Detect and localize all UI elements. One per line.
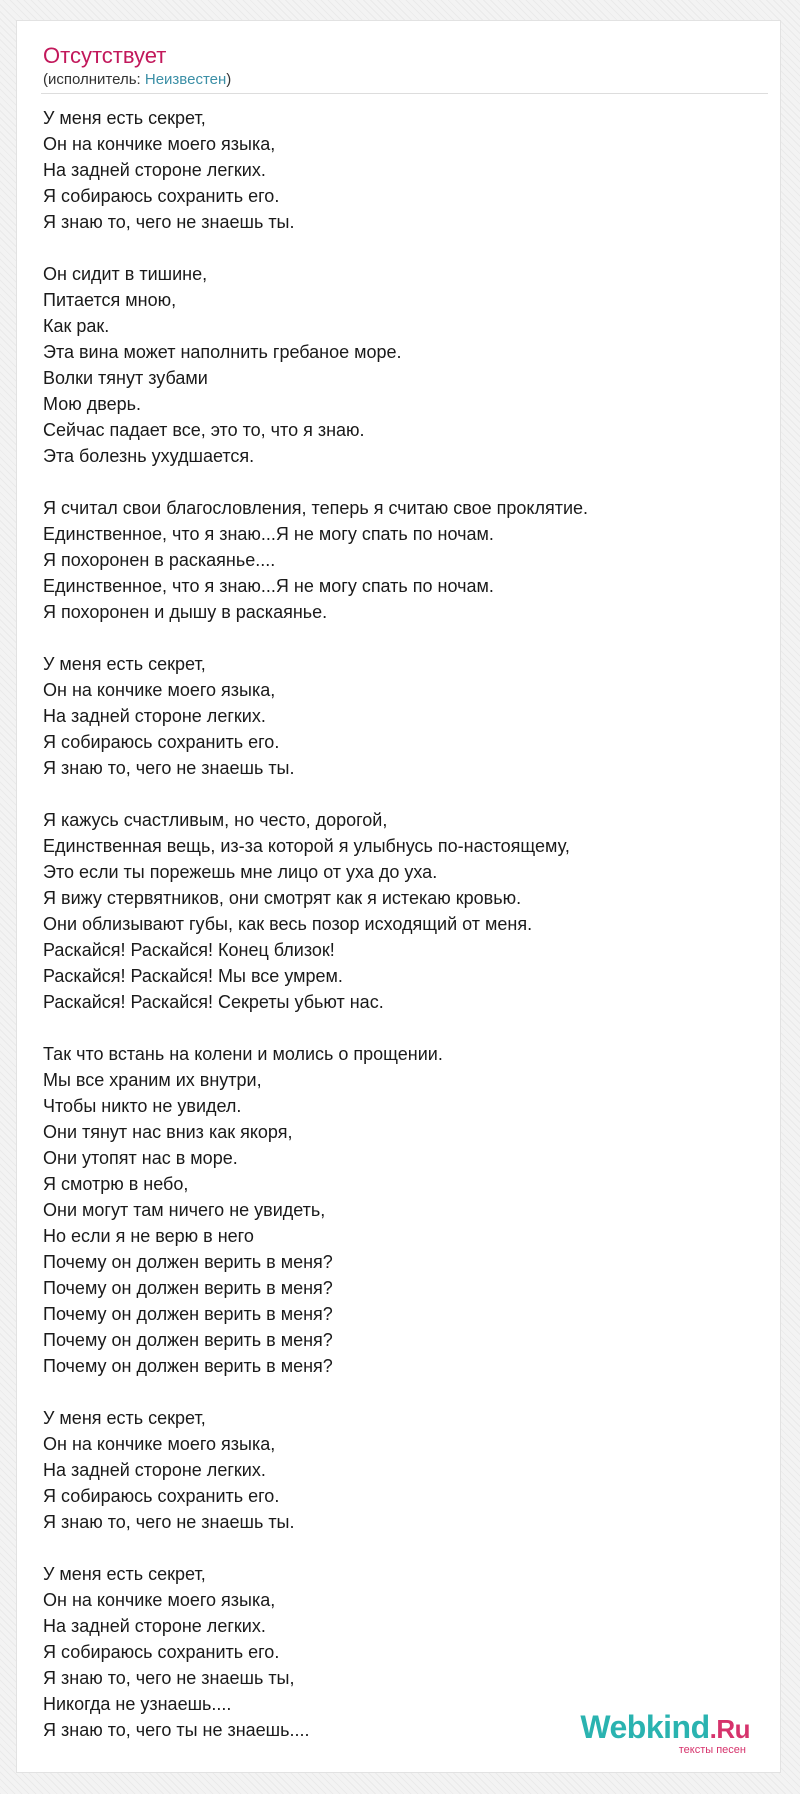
- lyric-line: Я похоронен в раскаянье....: [43, 550, 276, 570]
- lyric-line: На задней стороне легких.: [43, 1460, 266, 1480]
- lyric-line: Они утопят нас в море.: [43, 1148, 238, 1168]
- logo-wordmark: [580, 1710, 750, 1746]
- lyric-line: Он на кончике моего языка,: [43, 680, 276, 700]
- lyric-line: Это если ты порежешь мне лицо от уха до уха.: [43, 862, 438, 882]
- lyric-line: Мою дверь.: [43, 394, 141, 414]
- lyric-line: Единственная вещь, из-за которой я улыбнусь по-настоящему,: [43, 836, 570, 856]
- lyrics-stanza: [43, 651, 763, 781]
- lyric-line: Мы все храним их внутри,: [43, 1070, 262, 1090]
- lyrics-stanza: [43, 1405, 763, 1535]
- lyric-line: У меня есть секрет,: [43, 654, 206, 674]
- performer-line: [43, 71, 754, 89]
- lyric-line: Я знаю то, чего ты не знаешь....: [43, 1720, 310, 1740]
- lyric-line: Так что встань на колени и молись о прощении.: [43, 1044, 443, 1064]
- logo-name: Webkind: [580, 1709, 710, 1745]
- lyric-line: Эта вина может наполнить гребаное море.: [43, 342, 402, 362]
- lyric-line: На задней стороне легких.: [43, 706, 266, 726]
- lyrics-stanza: [43, 1041, 763, 1379]
- performer-prefix: (исполнитель:: [43, 71, 145, 88]
- site-logo[interactable]: [580, 1710, 750, 1756]
- performer-suffix: ): [226, 71, 232, 88]
- lyric-line: Я смотрю в небо,: [43, 1174, 189, 1194]
- lyric-line: Волки тянут зубами: [43, 368, 208, 388]
- lyric-line: Раскайся! Раскайся! Секреты убьют нас.: [43, 992, 384, 1012]
- logo-suffix: .Ru: [709, 1714, 750, 1744]
- lyric-line: Как рак.: [43, 316, 110, 336]
- lyric-line: Они могут там ничего не увидеть,: [43, 1200, 326, 1220]
- lyric-line: Я собираюсь сохранить его.: [43, 186, 280, 206]
- lyric-line: Почему он должен верить в меня?: [43, 1330, 333, 1350]
- lyric-line: Чтобы никто не увидел.: [43, 1096, 242, 1116]
- lyric-line: Единственное, что я знаю...Я не могу спать по ночам.: [43, 576, 494, 596]
- lyric-line: Я кажусь счастливым, но често, дорогой,: [43, 810, 388, 830]
- lyric-line: Никогда не узнаешь....: [43, 1694, 232, 1714]
- lyric-line: Я знаю то, чего не знаешь ты.: [43, 758, 295, 778]
- lyric-line: Почему он должен верить в меня?: [43, 1304, 333, 1324]
- lyrics-card: [16, 20, 781, 1773]
- lyric-line: Я считал свои благословления, теперь я считаю свое проклятие.: [43, 498, 589, 518]
- song-title: Отсутствует: [43, 43, 167, 68]
- lyric-line: Я знаю то, чего не знаешь ты,: [43, 1668, 295, 1688]
- lyric-line: Он сидит в тишине,: [43, 264, 208, 284]
- lyric-line: Раскайся! Раскайся! Мы все умрем.: [43, 966, 343, 986]
- lyric-line: У меня есть секрет,: [43, 1408, 206, 1428]
- lyrics-stanza: [43, 105, 763, 235]
- header-divider: [41, 93, 768, 94]
- lyric-line: На задней стороне легких.: [43, 160, 266, 180]
- lyric-line: Единственное, что я знаю...Я не могу спать по ночам.: [43, 524, 494, 544]
- lyrics-stanza: [43, 495, 763, 625]
- lyric-line: Я собираюсь сохранить его.: [43, 732, 280, 752]
- lyric-line: Они тянут нас вниз как якоря,: [43, 1122, 293, 1142]
- lyric-line: Я знаю то, чего не знаешь ты.: [43, 212, 295, 232]
- lyric-line: Почему он должен верить в меня?: [43, 1278, 333, 1298]
- song-header: [43, 43, 754, 89]
- lyric-line: Раскайся! Раскайся! Конец близок!: [43, 940, 335, 960]
- performer-link[interactable]: Неизвестен: [144, 71, 227, 88]
- lyric-line: У меня есть секрет,: [43, 108, 206, 128]
- lyric-line: Я похоронен и дышу в раскаянье.: [43, 602, 328, 622]
- lyric-line: Эта болезнь ухудшается.: [43, 446, 255, 466]
- lyric-line: На задней стороне легких.: [43, 1616, 266, 1636]
- lyrics-text: [43, 105, 763, 1769]
- lyric-line: Но если я не верю в него: [43, 1226, 254, 1246]
- lyric-line: Я собираюсь сохранить его.: [43, 1486, 280, 1506]
- lyric-line: Я знаю то, чего не знаешь ты.: [43, 1512, 295, 1532]
- lyric-line: Питается мною,: [43, 290, 177, 310]
- logo-tagline: тексты песен: [678, 1744, 746, 1756]
- lyric-line: Он на кончике моего языка,: [43, 1434, 276, 1454]
- lyric-line: Он на кончике моего языка,: [43, 1590, 276, 1610]
- lyric-line: Я собираюсь сохранить его.: [43, 1642, 280, 1662]
- lyric-line: Они облизывают губы, как весь позор исходящий от меня.: [43, 914, 533, 934]
- lyric-line: Почему он должен верить в меня?: [43, 1252, 333, 1272]
- lyrics-stanza: [43, 261, 763, 469]
- lyric-line: Почему он должен верить в меня?: [43, 1356, 333, 1376]
- lyric-line: Сейчас падает все, это то, что я знаю.: [43, 420, 365, 440]
- lyric-line: Он на кончике моего языка,: [43, 134, 276, 154]
- lyrics-stanza: [43, 807, 763, 1015]
- lyric-line: Я вижу стервятников, они смотрят как я истекаю кровью.: [43, 888, 522, 908]
- lyric-line: У меня есть секрет,: [43, 1564, 206, 1584]
